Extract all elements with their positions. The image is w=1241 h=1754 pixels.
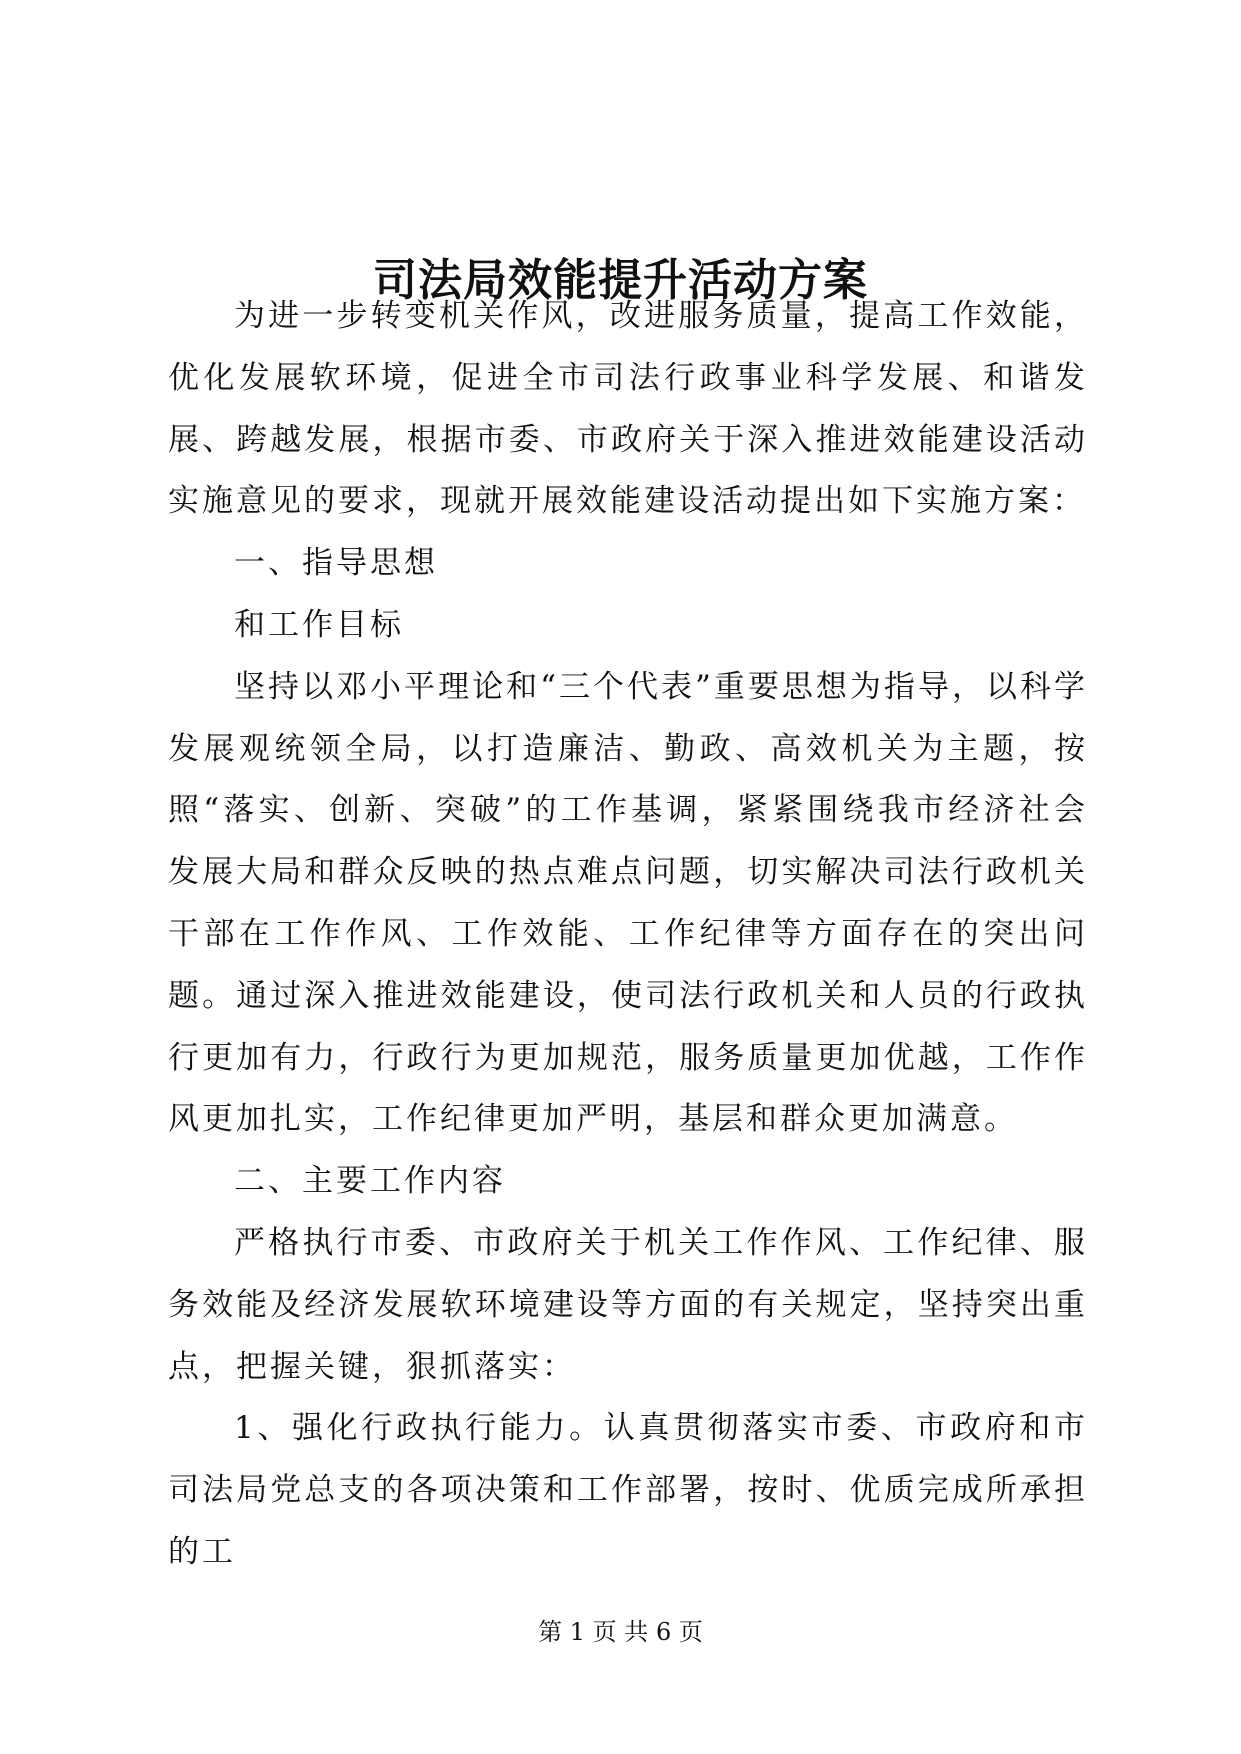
section-heading-guiding-ideology: 一、指导思想 (234, 545, 438, 582)
document-title: 司法局效能提升活动方案 (373, 255, 868, 307)
paragraph-guiding-ideology: 坚持以邓小平理论和“三个代表”重要思想为指导，以科学发展观统领全局，以打造廉洁、勤政、高效机关为主题，按照“落实、创新、突破”的工作基调，紧紧围绕我市经济社会发展大局和群众反映的热点难点问题，切实解决司法行政机关干部在工作作风、工作效能、工作纪律等方面存在的突出问题。通过深入推进效能建设，使司法行政机关和人员的行政执行更加有力，行政行为更加规范，服务质量更加优越，工作作风更加扎实，工作纪律更加严明，基层和群众更加满意。 (168, 668, 1088, 1138)
section-heading-main-content: 二、主要工作内容 (234, 1163, 506, 1200)
document-body (168, 286, 1088, 1584)
section-heading-work-goals: 和工作目标 (234, 606, 404, 643)
paragraph-item-1: 1、强化行政执行能力。认真贯彻落实市委、市政府和市司法局党总支的各项决策和工作部署，按时、优质完成所承担的工 (168, 1410, 1088, 1570)
paragraph-intro: 为进一步转变机关作风，改进服务质量，提高工作效能，优化发展软环境，促进全市司法行政事业科学发展、和谐发展、跨越发展，根据市委、市政府关于深入推进效能建设活动实施意见的要求，现就开展效能建设活动提出如下实施方案： (168, 298, 1088, 520)
paragraph-main-content: 严格执行市委、市政府关于机关工作作风、工作纪律、服务效能及经济发展软环境建设等方面的有关规定，坚持突出重点，把握关键，狠抓落实： (168, 1224, 1088, 1385)
page-footer: 第 1 页 共 6 页 (538, 1618, 703, 1646)
